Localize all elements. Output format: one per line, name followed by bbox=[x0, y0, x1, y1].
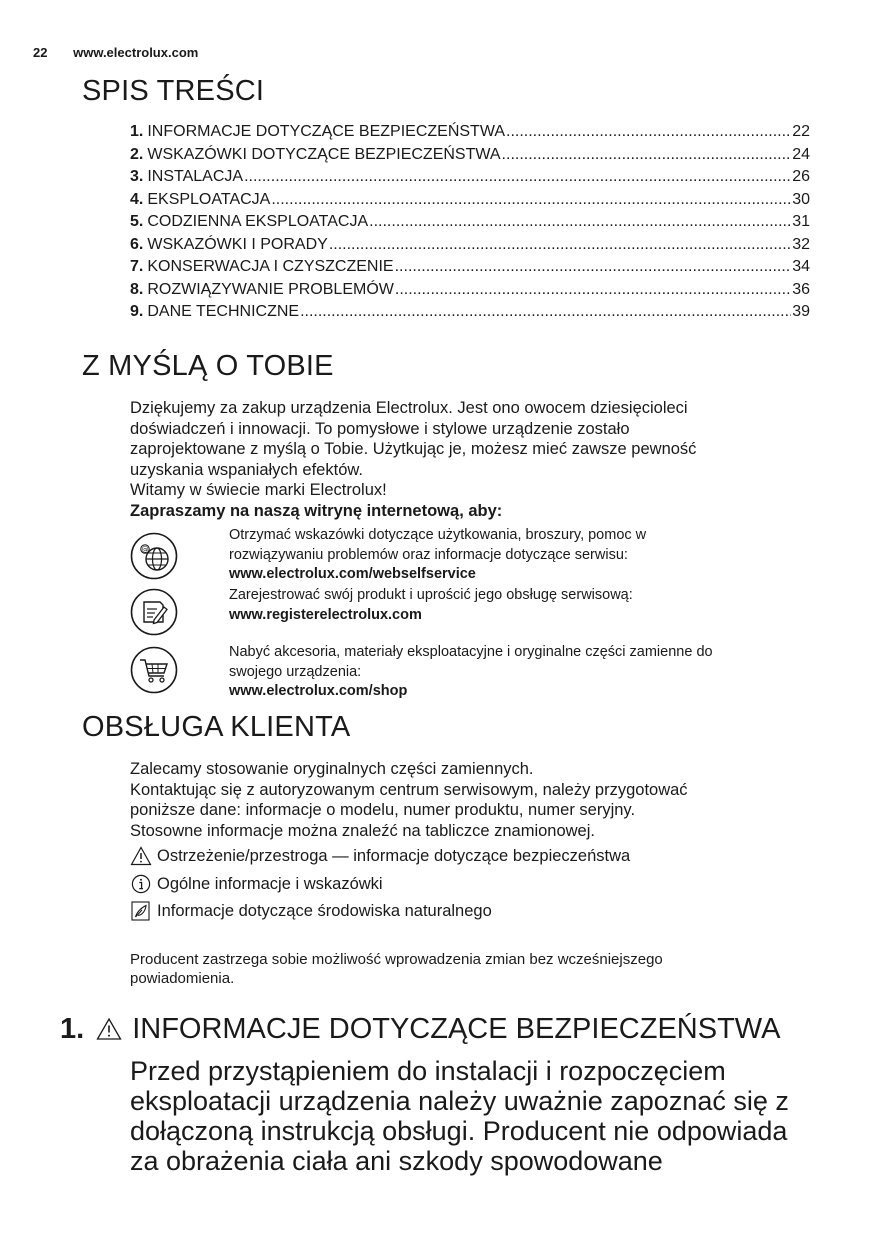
toc-item[interactable]: 6. WSKAZÓWKI I PORADY ..... 32 bbox=[130, 234, 810, 257]
globe-icon bbox=[130, 532, 178, 580]
customer-care-text: Zalecamy stosowanie oryginalnych części zamiennych. Kontaktując się z autoryzowanym centrum serwisowym, należy przygotować poniższe dane: informacje o modelu, numer produktu, numer seryjny. Stosowne informacje można znaleźć na tabliczce znamionowej. bbox=[130, 760, 688, 840]
legend-environment: Informacje dotyczące środowiska naturalnego bbox=[130, 901, 492, 921]
toc-item[interactable]: 1. INFORMACJE DOTYCZĄCE BEZPIECZEŃSTWA ..... 22 bbox=[130, 121, 810, 144]
legend-warning: Ostrzeżenie/przestroga — informacje dotyczące bezpieczeństwa bbox=[130, 846, 630, 866]
chapter-number: 1. bbox=[60, 1013, 85, 1045]
register-icon bbox=[130, 588, 178, 636]
toc-item[interactable]: 5. CODZIENNA EKSPLOATACJA ..... 31 bbox=[130, 211, 810, 234]
svg-text:@: @ bbox=[141, 545, 149, 554]
website-link[interactable]: www.electrolux.com bbox=[73, 45, 199, 60]
for-you-title: Z MYŚLĄ O TOBIE bbox=[82, 350, 334, 382]
toc-item[interactable]: 2. WSKAZÓWKI DOTYCZĄCE BEZPIECZEŃSTWA ..... 24 bbox=[130, 144, 810, 167]
register-link[interactable]: www.registerelectrolux.com bbox=[229, 606, 422, 623]
toc-item[interactable]: 7. KONSERWACJA I CZYSZCZENIE ..... 34 bbox=[130, 256, 810, 279]
chapter-1-title bbox=[60, 1012, 780, 1046]
shopping-cart-icon bbox=[130, 646, 178, 694]
page-header bbox=[33, 45, 198, 61]
toc-item[interactable]: 3. INSTALACJA ..... 26 bbox=[130, 166, 810, 189]
webselfservice-link[interactable]: www.electrolux.com/webselfservice bbox=[229, 566, 476, 582]
toc-item[interactable]: 8. ROZWIĄZYWANIE PROBLEMÓW ..... 36 bbox=[130, 279, 810, 302]
website-invite: Zapraszamy na naszą witrynę internetową, aby: bbox=[130, 501, 503, 520]
environment-icon bbox=[130, 901, 152, 921]
customer-care-title: OBSŁUGA KLIENTA bbox=[82, 711, 351, 743]
toc-title: SPIS TREŚCI bbox=[82, 75, 265, 107]
warning-icon bbox=[130, 846, 152, 866]
toc-item[interactable]: 4. EKSPLOATACJA ..... 30 bbox=[130, 189, 810, 212]
shop-link[interactable]: www.electrolux.com/shop bbox=[229, 683, 408, 699]
toc-item[interactable]: 9. DANE TECHNICZNE ..... 39 bbox=[130, 301, 810, 324]
info-icon bbox=[130, 874, 152, 894]
chapter-heading: INFORMACJE DOTYCZĄCE BEZPIECZEŃSTWA bbox=[132, 1013, 781, 1045]
legend-info: Ogólne informacje i wskazówki bbox=[130, 874, 383, 894]
chapter-1-intro: Przed przystąpieniem do instalacji i rozpoczęciem eksploatacji urządzenia należy uważnie zapoznać się z dołączoną instrukcją obsługi. Producent nie odpowiada za obrażenia ciała ani szkody spowodowane bbox=[130, 1056, 789, 1176]
manufacturer-note: Producent zastrzega sobie możliwość wprowadzenia zmian bez wcześniejszego powiadomienia. bbox=[130, 951, 663, 987]
page-number: 22 bbox=[33, 45, 48, 60]
table-of-contents bbox=[130, 121, 810, 324]
warning-icon bbox=[96, 1017, 122, 1041]
for-you-intro: Dziękujemy za zakup urządzenia Electrolux. Jest ono owocem dziesięcioleci doświadczeń i innowacji. To pomysłowe i stylowe urządzenie zostało zaprojektowane z myślą o Tobie. Użytkując je, możesz mieć zawsze pewność uzyskania wspaniałych efektów. Witamy w świecie marki Electrolux! Zapraszamy na naszą witrynę internetową, aby: bbox=[130, 398, 810, 521]
